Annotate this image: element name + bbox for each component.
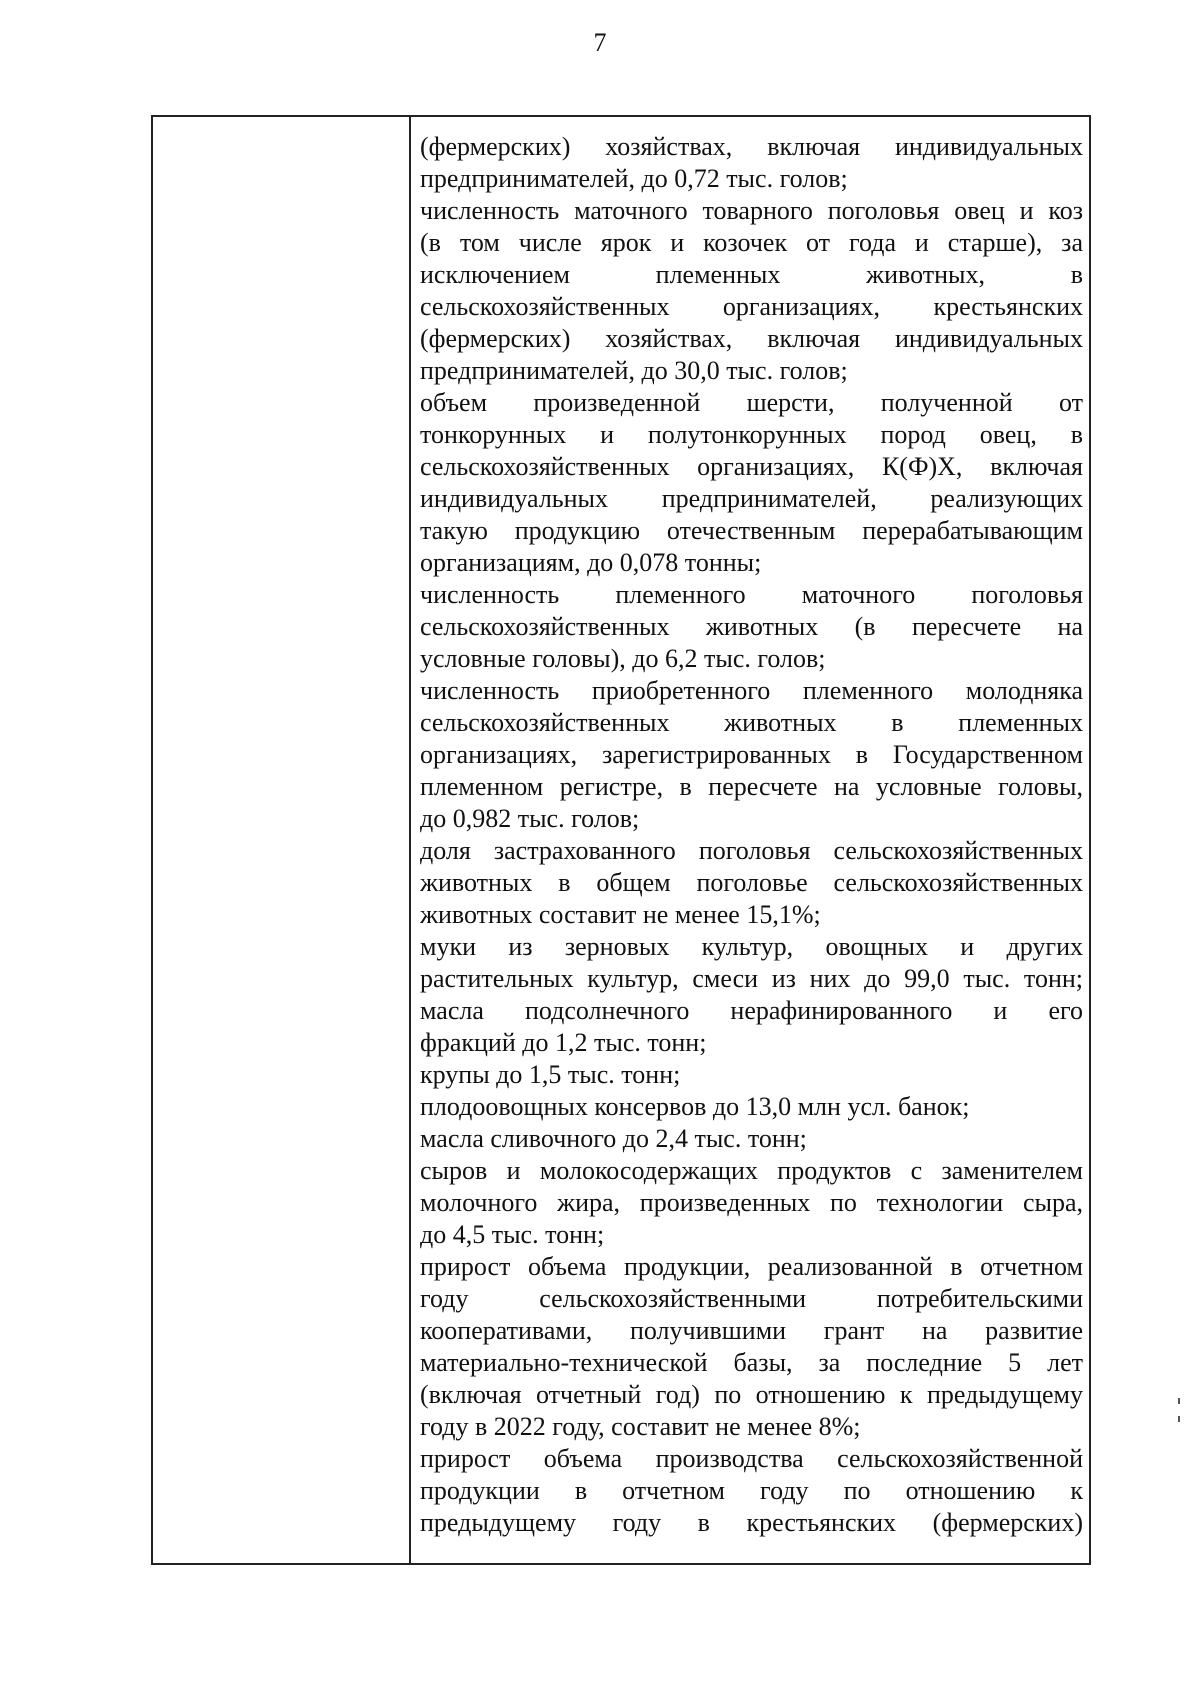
- text-line: (фермерских) хозяйствах, включая индивидуальных: [420, 324, 1083, 353]
- text-line: численность маточного товарного поголовья овец и коз: [420, 196, 1083, 225]
- text-line: численность племенного маточного поголовья: [420, 580, 1083, 609]
- text-line: сельскохозяйственных животных в племенных: [420, 708, 1083, 737]
- text-line: до 4,5 тыс. тонн;: [420, 1220, 605, 1249]
- table-right-cell: [411, 117, 1089, 1563]
- text-line: доля застрахованного поголовья сельскохозяйственных: [420, 836, 1083, 865]
- table-left-cell: [153, 117, 411, 1563]
- text-line: условные головы), до 6,2 тыс. голов;: [420, 644, 826, 673]
- scan-mark: [1178, 1416, 1180, 1422]
- text-line: (фермерских) хозяйствах, включая индивидуальных: [420, 132, 1083, 161]
- text-line: исключением племенных животных, в: [420, 260, 1083, 289]
- text-line: масла сливочного до 2,4 тыс. тонн;: [420, 1124, 807, 1153]
- text-line: предпринимателей, до 30,0 тыс. голов;: [420, 356, 848, 385]
- text-line: предыдущему году в крестьянских (фермерских): [420, 1508, 1083, 1537]
- text-line: сельскохозяйственных организациях, К(Ф)Х, включая: [420, 452, 1083, 481]
- content-table: [151, 115, 1091, 1565]
- scan-mark: [1178, 1398, 1180, 1404]
- text-line: сельскохозяйственных животных (в пересчете на: [420, 612, 1083, 641]
- text-line: сельскохозяйственных организациях, крестьянских: [420, 292, 1083, 321]
- text-line: году в 2022 году, составит не менее 8%;: [420, 1412, 861, 1441]
- text-line: муки из зерновых культур, овощных и других: [420, 932, 1083, 961]
- text-line: численность приобретенного племенного молодняка: [420, 676, 1083, 705]
- text-line: фракций до 1,2 тыс. тонн;: [420, 1028, 707, 1057]
- text-line: организациям, до 0,078 тонны;: [420, 548, 762, 577]
- text-line: такую продукцию отечественным перерабатывающим: [420, 516, 1083, 545]
- scan-edge-marks: [1178, 1398, 1182, 1434]
- text-line: году сельскохозяйственными потребительскими: [420, 1284, 1083, 1313]
- text-line: предпринимателей, до 0,72 тыс. голов;: [420, 164, 848, 193]
- text-line: молочного жира, произведенных по технологии сыра,: [420, 1188, 1083, 1217]
- text-line: до 0,982 тыс. голов;: [420, 804, 640, 833]
- text-line: крупы до 1,5 тыс. тонн;: [420, 1060, 681, 1089]
- text-line: плодоовощных консервов до 13,0 млн усл. банок;: [420, 1092, 970, 1121]
- text-line: прирост объема производства сельскохозяйственной: [420, 1444, 1083, 1473]
- text-line: продукции в отчетном году по отношению к: [420, 1476, 1083, 1505]
- text-line: животных в общем поголовье сельскохозяйственных: [420, 868, 1083, 897]
- text-line: (включая отчетный год) по отношению к предыдущему: [420, 1380, 1083, 1409]
- text-line: (в том числе ярок и козочек от года и старше), за: [420, 228, 1083, 257]
- text-line: прирост объема продукции, реализованной в отчетном: [420, 1252, 1083, 1281]
- text-line: индивидуальных предпринимателей, реализующих: [420, 484, 1083, 513]
- text-line: тонкорунных и полутонкорунных пород овец, в: [420, 420, 1083, 449]
- text-line: сыров и молокосодержащих продуктов с заменителем: [420, 1156, 1083, 1185]
- text-line: растительных культур, смеси из них до 99,0 тыс. тонн;: [420, 964, 1083, 993]
- text-line: животных составит не менее 15,1%;: [420, 900, 821, 929]
- text-line: кооперативами, получившими грант на развитие: [420, 1316, 1083, 1345]
- text-line: объем произведенной шерсти, полученной от: [420, 388, 1083, 417]
- text-line: племенном регистре, в пересчете на условные головы,: [420, 772, 1083, 801]
- text-line: масла подсолнечного нерафинированного и его: [420, 996, 1083, 1025]
- text-line: организациях, зарегистрированных в Государственном: [420, 740, 1083, 769]
- page-number: 7: [593, 28, 607, 57]
- text-line: материально-технической базы, за последние 5 лет: [420, 1348, 1083, 1377]
